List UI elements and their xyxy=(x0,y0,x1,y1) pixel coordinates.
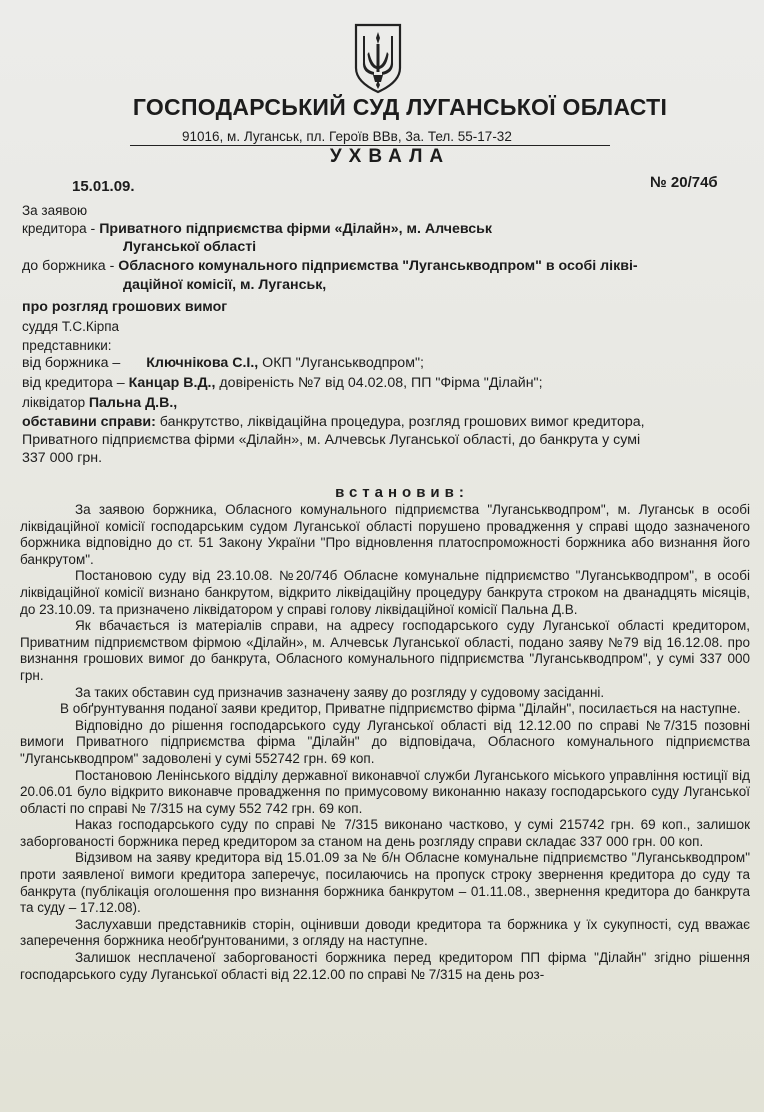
liquidator-label: ліквідатор xyxy=(22,395,89,410)
paragraph: Наказ господарського суду по справі № 7/315 виконано частково, у сумі 215742 грн. 69 коп., залишок заборгованості боржника перед кредитором за станом на день розгляду справи складає 337 000 грн. 00 коп. xyxy=(20,817,750,849)
application-label: За заявою xyxy=(22,203,88,218)
paragraph: За таких обставин суд призначив зазначену заяву до розгляду у судовому засіданні. xyxy=(75,684,605,700)
debtor-name-cont: даційної комісії, м. Луганськ, xyxy=(123,277,327,293)
circumstances-text-2: Приватного підприємства фірми «Ділайн», м. Алчевськ Луганської області, до банкрута у сумі xyxy=(22,432,641,448)
creditor-region: Луганської області xyxy=(123,239,257,255)
subject: про розгляд грошових вимог xyxy=(22,299,228,315)
document-type: УХВАЛА xyxy=(329,146,451,167)
case-number: № 20/74б xyxy=(650,174,718,191)
section-heading: встановив: xyxy=(335,484,469,501)
circumstances-text-3: 337 000 грн. xyxy=(22,450,103,466)
judge: суддя Т.С.Кірпа xyxy=(22,319,120,334)
paragraph: Постановою суду від 23.10.08. №20/74б Обласне комунальне підприємство "Луганськводпром", в особі ліквідаційної комісії визнано банкрутом, відкрито ліквідаційну процедуру банкрута строком на дванадцять місяців, до 23.10.09. та призначено ліквідатором у справі голову ліквідаційної комісії Пальна Д.В. xyxy=(20,568,750,617)
paragraph: Залишок несплаченої заборгованості боржника перед кредитором ПП фірма "Ділайн" згідно рішення господарського суду Луганської області від 22.12.00 по справі № 7/315 на день роз- xyxy=(20,950,750,982)
debtor-representative xyxy=(22,354,424,372)
from-creditor-info: довіреність №7 від 04.02.08, ПП "Фірма "Ділайн"; xyxy=(215,375,543,391)
paragraph: Постановою Ленінського відділу державної виконавчої служби Луганського міського управління юстиції від 20.06.01 було відкрито виконавче провадження по примусовому виконанню наказу господарського суду Луганської області по справі № 7/315 на суму 552 742 грн. 69 коп. xyxy=(20,767,750,816)
creditor-dash: - xyxy=(86,221,100,237)
circumstances-text-1: банкрутство, ліквідаційна процедура, розгляд грошових вимог кредитора, xyxy=(155,414,645,430)
paragraph: Відповідно до рішення господарського суду Луганської області від 12.12.00 по справі №7/315 позовні вимоги Приватного підприємства фірма "Ділайн" до відповідача, Обласного комунального підприємства "Луганськводпром" задоволені у сумі 552742 грн. 69 коп. xyxy=(20,717,750,766)
document-date: 15.01.09. xyxy=(72,178,135,195)
paragraph: Як вбачається із матеріалів справи, на адресу господарського суду Луганської області кредитором, Приватним підприємством фірмою «Ділайн», м. Алчевськ Луганської області, подано заяву №79 від 16.12.08. про визнання грошових вимог до банкрута, Обласного комунального підприємства "Луганськводпром", у сумі 337 000 грн. xyxy=(20,618,750,683)
circumstances xyxy=(22,413,645,431)
from-creditor-label: від кредитора – xyxy=(22,375,129,391)
ukraine-trident-emblem-icon xyxy=(352,22,404,94)
creditor-representative xyxy=(22,374,543,392)
debtor-name: Обласного комунального підприємства "Луганськводпром" в особі ліквi- xyxy=(118,258,638,274)
court-name: ГОСПОДАРСЬКИЙ СУД ЛУГАНСЬКОЇ ОБЛАСТІ xyxy=(132,94,668,120)
creditor-row xyxy=(22,220,492,238)
body-text xyxy=(20,502,750,983)
debtor-label: до боржника - xyxy=(22,258,119,274)
court-address: 91016, м. Луганськ, пл. Героїв ВВв, 3а. Тел. 55-17-32 xyxy=(182,129,512,144)
circumstances-label: обставини справи: xyxy=(22,414,156,430)
from-debtor-label: від боржника – xyxy=(22,355,125,371)
representatives-label: представники: xyxy=(22,338,112,353)
creditor-label: кредитора xyxy=(22,221,87,236)
debtor-row xyxy=(22,257,638,275)
creditor-name: Приватного підприємства фірми «Ділайн», м. Алчевськ xyxy=(99,221,492,237)
paragraph: За заявою боржника, Обласного комунального підприємства "Луганськводпром", м. Луганськ в особі ліквідаційної комісії господарським судом Луганської області порушено провадження у справі щодо зазначеного боржника відповідно до ст. 51 Закону України "Про відновлення платоспроможності боржника або визнання його банкрутом". xyxy=(20,502,750,567)
liquidator xyxy=(22,394,177,412)
from-debtor-name: Ключнікова С.І., xyxy=(146,355,259,371)
paragraph: Заслухавши представників сторін, оцінивши доводи кредитора та боржника у їх сукупності, суд вважає заперечення боржника необґрунтованими, з огляду на наступне. xyxy=(20,916,750,949)
from-debtor-info: ОКП "Луганськводпром"; xyxy=(258,355,424,371)
paragraph: Відзивом на заяву кредитора від 15.01.09 за № б/н Обласне комунальне підприємство "Луганськводпром" проти заявленої вимоги кредитора заперечує, посилаючись на пропуск строку звернення кредитора до суду та банкрута (публікація оголошення про визнання боржника банкрутом – 01.11.08., звернення кредитора до банкрута та суду – 17.12.08). xyxy=(20,850,750,916)
from-creditor-name: Канцар В.Д., xyxy=(128,375,216,391)
liquidator-name: Пальна Д.В., xyxy=(88,395,178,411)
paragraph: В обґрунтування поданої заяви кредитор, Приватне підприємство фірма "Ділайн", посилається на наступне. xyxy=(60,701,741,717)
